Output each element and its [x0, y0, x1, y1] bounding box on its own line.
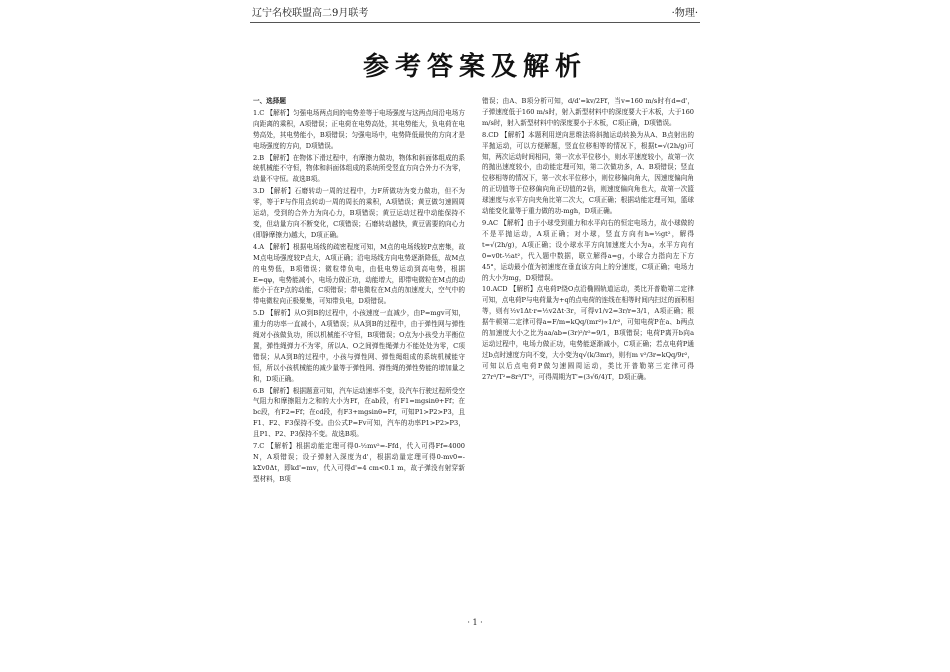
answer-item-10: 10.ACD 【解析】点电荷P绕O点沿椭圆轨道运动，类比开普勒第二定律可知，点电荷P与电荷量为+q的点电荷的连线在相等时间内扫过的面积相等，则有½v1Δt·r=½v2Δt·3r，可得v1/v2=3r/r=3/1，A项正确；根据牛顿第二定律可得a=F/m=kQq/(mr²)∝1/r²，可知电荷P在a、b两点的加速度大小之比为aa/ab=(3r)²/r²=9/1，B项错误；电荷P离开b向a运动过程中，电场力做正功，电势能逐渐减小，C项正确；若点电荷P通过b点时速度方向不变，大小变为q√(k/3mr)，则有m v²/3r=kQq/9r²，可知以后点电荷P做匀速圆周运动，类比开普勒第三定律可得27r³/T²=8r³/T'²，可得周期为T'=(3√6/4)T，D项正确。 [482, 285, 694, 381]
right-column [482, 96, 694, 384]
header-subject: ·物理· [671, 8, 698, 19]
answer-item-3: 3.D 【解析】石磨转动一周的过程中，力F所做功为变力做功，但不为零，等于F与作用点转动一周的周长的乘积，A项错误；黄豆做匀速圆周运动，受到的合外力为向心力，B项错误；黄豆运动过程中动能保持不变，但动量方向不断变化，C项错误；石磨转动越快，黄豆需要的向心力(即静摩擦力)越大，D项正确。 [253, 187, 465, 239]
answer-item-8: 8.CD 【解析】本题利用逆向思维法将斜抛运动转换为从A、B点射出的平抛运动，可以方便解题，竖直位移相等的情况下，根据t=√(2h/g)可知，两次运动时间相同，第一次水平位移小，则水平速度较小，故第一次的抛出速度较小，由动能定理可知，第二次做功多，A、B项错误；竖直位移相等的情况下，第一次水平位移小，则位移偏向角大，因速度偏向角的正切值等于位移偏向角正切值的2倍，则速度偏向角也大，故第一次篮球速度与水平方向夹角比第二次大，C项正确；根据动能定理可知，篮球动能变化量等于重力做的功-mgh，D项正确。 [482, 130, 694, 216]
answer-item-5: 5.D 【解析】从O到B的过程中，小孩速度一直减少，由P=mgv可知，重力的功率一直减小，A项错误；从A到B的过程中，由于弹性网与弹性绳对小孩做负功，所以机械能不守恒，B项错误；O点为小孩受力平衡位置，弹性绳弹力不为零，所以A、O之间弹性绳弹力不能处处为零，C项错误；从A到B的过程中，小孩与弹性网、弹性绳组成的系统机械能守恒，所以小孩机械能的减少量等于弹性网、弹性绳的弹性势能的增加量之和，D项正确。 [253, 309, 465, 383]
answer-item-6: 6.B 【解析】根据题意可知，汽车运动速率不变，设汽车行驶过程所受空气阻力和摩擦阻力之和的大小为Ff，在ab段，有F1=mgsinθ+Ff；在bc段，有F2=Ff；在cd段，有F3+mgsinθ=Ff，可知P1>P2>P3，且F1、F2、F3保持不变。由公式P=Fv可知，汽车的功率P1>P2>P3，且P1、P2、P3保持不变。故选B项。 [253, 386, 465, 439]
header-exam-name: 辽宁名校联盟高二9月联考 [252, 8, 369, 19]
page-title: 参考答案及解析 [362, 52, 587, 82]
answer-item-4: 4.A 【解析】根据电场线的疏密程度可知，M点的电场线较P点密集，故M点电场强度较P点大，A项正确；沿电场线方向电势逐渐降低，故M点的电势低，B项错误；微粒带负电，由低电势运动到高电势，根据E=qφ，电势能减小，电场力做正功，动能增大，即带电微粒在M点的动能小于在P点的动能，C项错误；带电微粒在M点的加速度大，空气中的带电微粒向正极聚集，可知带负电，D项错误。 [253, 242, 465, 306]
left-column [253, 96, 465, 486]
answer-item-1: 1.C 【解析】匀强电场两点间的电势差等于电场强度与这两点间沿电场方向距离的乘积，A项错误；正电荷在电势高处，其电势能大，负电荷在电势高处，其电势能小，B项错误；匀强电场中，电势降低最快的方向才是电场强度的方向，D项错误。 [253, 108, 465, 150]
answer-item-7: 7.C 【解析】根据动能定理可得0-½mv²=-Ffd，代入可得Ff=4000 N，A项错误；设子弹射入深度为d'，根据动量定理可得0-mv0=-kΣv0Δt，即kd'=mv，代入可得d'=4 cm<0.1 m，故子弹没有射穿新型材料，B项 [253, 442, 465, 483]
answer-item-7-cont: 错误；由A、B项分析可知，d/d'=kv/2Ff，当v=160 m/s时有d=d'，子弹速度低于160 m/s时，射入新型材料中的深度要大于木板，大于160 m/s时，射入新型材料中的深度要小于木板，C项正确，D项错误。 [482, 97, 694, 127]
page-number: · 1 · [467, 618, 483, 627]
section-heading: 一、选择题 [253, 97, 286, 105]
page-header [250, 0, 700, 23]
answer-item-9: 9.AC 【解析】由于小球受到重力和水平向右的恒定电场力，故小球做的不是平抛运动，A项正确；对小球，竖直方向有h=½gt²，解得t=√(2h/g)，A项正确；设小球水平方向加速度大小为a，水平方向有0=v0t-½at²，代入题中数据，联立解得a=g，小球合力指向左下方45°，运动最小值为初速度在垂直该方向上的分速度，C项正确；电场力的大小为mg，D项错误。 [482, 218, 694, 282]
answer-item-2: 2.B 【解析】在物体下滑过程中，有摩擦力做功，物体和斜面体组成的系统机械能不守恒，物体和斜面体组成的系统所受竖直方向合外力不为零，动量不守恒。故选B项。 [253, 153, 465, 184]
